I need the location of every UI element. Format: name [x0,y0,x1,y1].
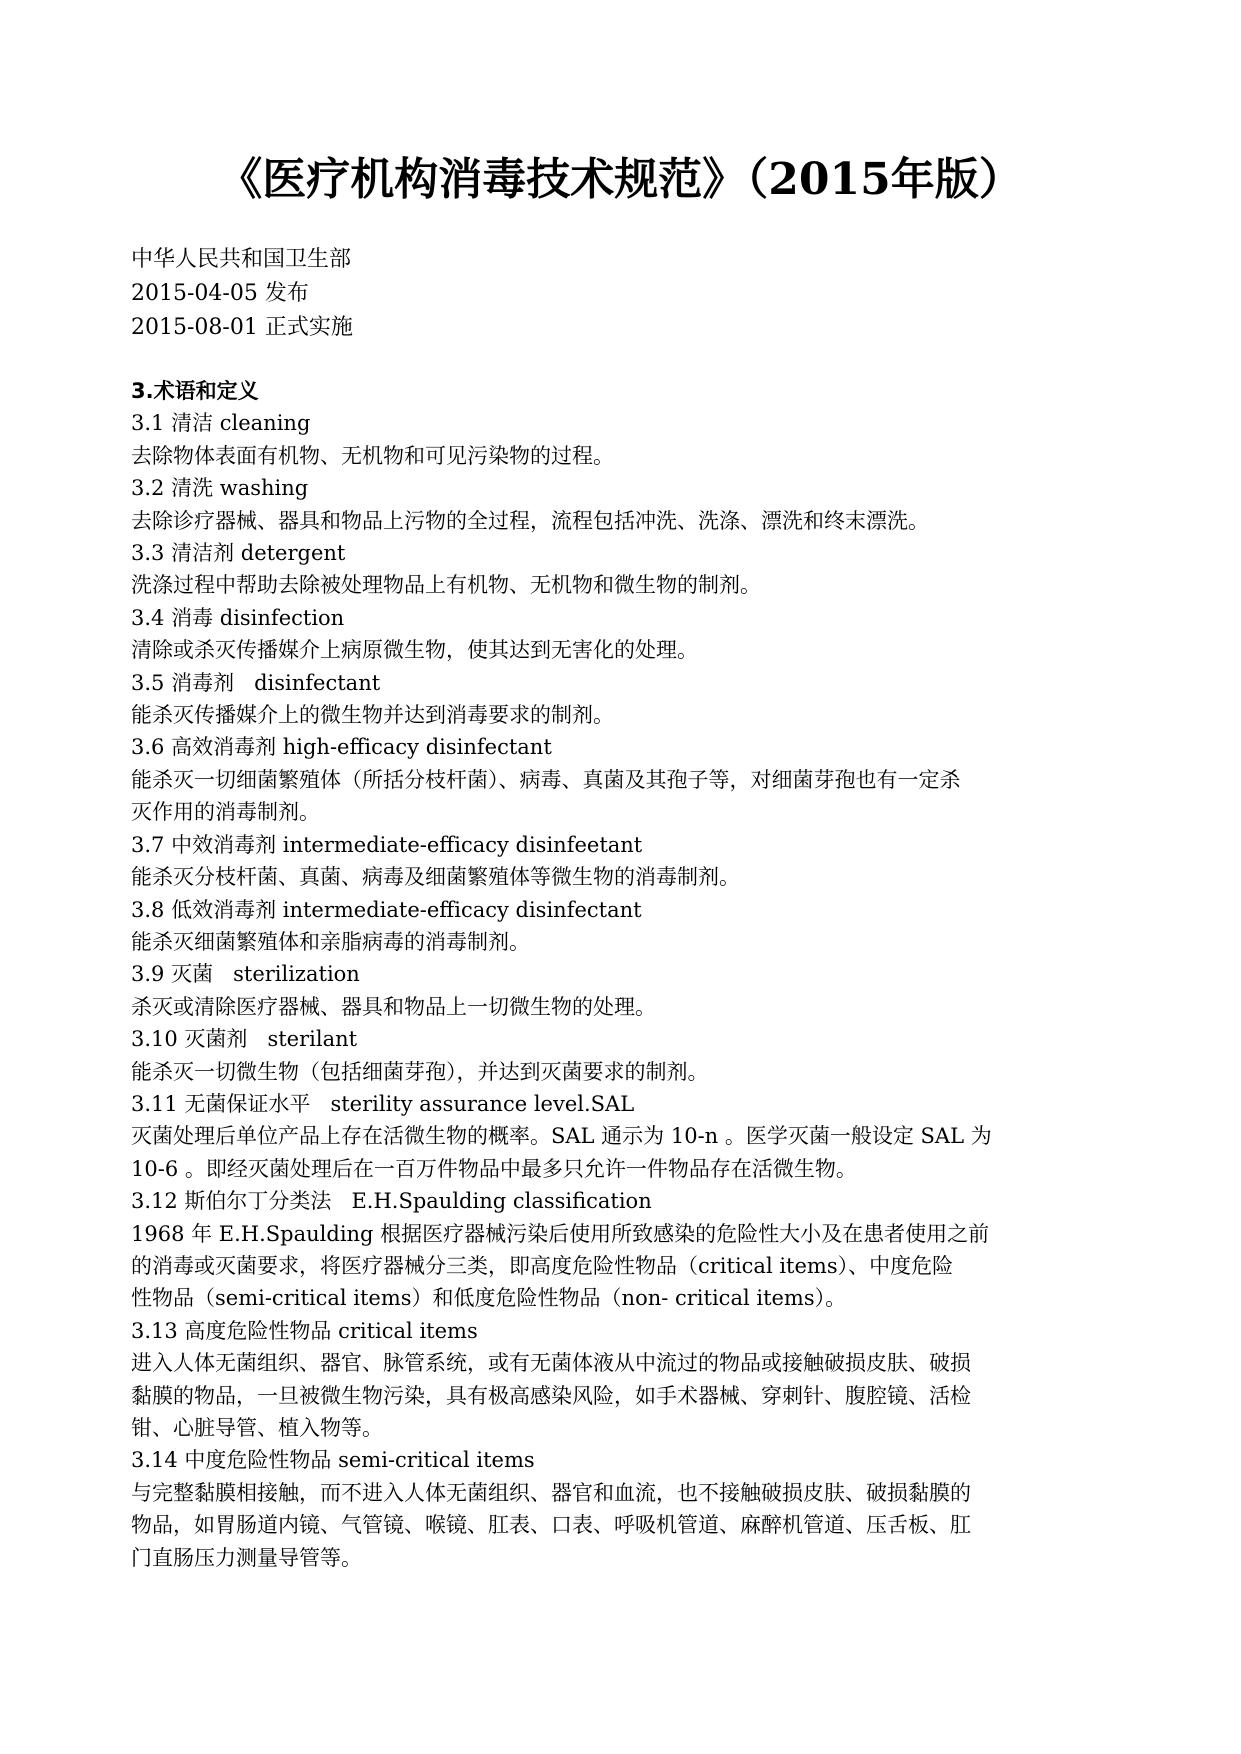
document-meta [131,243,1111,345]
definition-line: 黏膜的物品，一旦被微生物污染，具有极高感染风险，如手术器械、穿刺针、腹腔镜、活检 [131,1383,971,1408]
term-heading: 3.8 低效消毒剂 intermediate-efficacy disinfectant [131,897,642,922]
term-list [131,407,1121,1574]
term-definition [131,440,1121,472]
term-heading: 3.1 清洁 cleaning [131,411,311,436]
definition-line: 洗涤过程中帮助去除被处理物品上有机物、无机物和微生物的制剂。 [131,573,761,598]
definition-line: 能杀灭分枝杆菌、真菌、病毒及细菌繁殖体等微生物的消毒制剂。 [131,865,740,890]
term-heading: 3.12 斯伯尔丁分类法 E.H.Spaulding classification [131,1189,652,1214]
definition-line: 能杀灭一切微生物（包括细菌芽孢），并达到灭菌要求的制剂。 [131,1059,709,1084]
term-heading: 3.13 高度危险性物品 critical items [131,1318,478,1343]
definition-line: 能杀灭传播媒介上的微生物并达到消毒要求的制剂。 [131,703,614,728]
definition-line: 清除或杀灭传播媒介上病原微生物，使其达到无害化的处理。 [131,638,698,663]
term-heading: 3.5 消毒剂 disinfectant [131,670,381,695]
term-heading: 3.4 消毒 disinfection [131,605,345,630]
term-definition [131,569,1121,601]
term-definition [131,1120,1121,1185]
definition-line: 钳、心脏导管、植入物等。 [131,1416,383,1440]
definition-line: 门直肠压力测量导管等。 [131,1545,362,1570]
term-definition [131,505,1121,537]
term-definition [131,634,1121,666]
definition-line: 的消毒或灭菌要求，将医疗器械分三类，即高度危险性物品（critical items）、中度危险 [131,1253,954,1278]
term-definition [131,1218,1121,1315]
term-heading: 3.10 灭菌剂 sterilant [131,1027,358,1052]
definition-line: 与完整黏膜相接触，而不进入人体无菌组织、器官和血流，也不接触破损皮肤、破损黏膜的 [131,1480,971,1505]
effective-date: 2015-08-01 正式实施 [131,315,353,340]
term-heading: 3.11 无菌保证水平 sterility assurance level.SAL [131,1091,635,1116]
term-heading: 3.9 灭菌 sterilization [131,962,360,987]
definition-line: 性物品（semi-critical items）和低度危险性物品（non- critical items）。 [131,1286,847,1311]
document-title: 《医疗机构消毒技术规范》（2015年版） [218,154,1023,205]
section-heading: 3.术语和定义 [131,379,259,403]
term-definition [131,1347,1121,1444]
term-definition [131,926,1121,958]
published-date: 2015-04-05 发布 [131,281,309,306]
section-terms-definitions [131,375,1121,1574]
definition-line: 10-6 。即经灭菌处理后在一百万件物品中最多只允许一件物品存在活微生物。 [131,1156,857,1181]
term-heading: 3.2 清洗 washing [131,476,309,501]
definition-line: 去除物体表面有机物、无机物和可见污染物的过程。 [131,443,614,468]
term-heading: 3.3 清洁剂 detergent [131,541,346,566]
term-definition [131,1477,1121,1574]
definition-line: 杀灭或清除医疗器械、器具和物品上一切微生物的处理。 [131,994,656,1019]
term-definition [131,861,1121,893]
term-definition [131,764,1121,829]
term-heading: 3.6 高效消毒剂 high-efficacy disinfectant [131,735,552,760]
definition-line: 能杀灭细菌繁殖体和亲脂病毒的消毒制剂。 [131,929,530,954]
definition-line: 去除诊疗器械、器具和物品上污物的全过程，流程包括冲洗、洗涤、漂洗和终末漂洗。 [131,508,929,533]
term-definition [131,699,1121,731]
definition-line: 物品，如胃肠道内镜、气管镜、喉镜、肛表、口表、呼吸机管道、麻醉机管道、压舌板、肛 [131,1513,971,1538]
term-definition [131,991,1121,1023]
term-heading: 3.14 中度危险性物品 semi-critical items [131,1448,535,1473]
definition-line: 灭菌处理后单位产品上存在活微生物的概率。SAL 通示为 10-n 。医学灭菌一般设定 SAL 为 [131,1124,992,1149]
definition-line: 进入人体无菌组织、器官、脉管系统，或有无菌体液从中流过的物品或接触破损皮肤、破损 [131,1351,971,1376]
definition-line: 1968 年 E.H.Spaulding 根据医疗器械污染后使用所致感染的危险性大小及在患者使用之前 [131,1221,990,1246]
term-definition [131,1056,1121,1088]
term-heading: 3.7 中效消毒剂 intermediate-efficacy disinfeetant [131,832,643,857]
definition-line: 能杀灭一切细菌繁殖体（所括分枝杆菌）、病毒、真菌及其孢子等，对细菌芽孢也有一定杀 [131,767,961,792]
definition-line: 灭作用的消毒制剂。 [131,800,320,825]
issuer-line: 中华人民共和国卫生部 [131,247,352,272]
